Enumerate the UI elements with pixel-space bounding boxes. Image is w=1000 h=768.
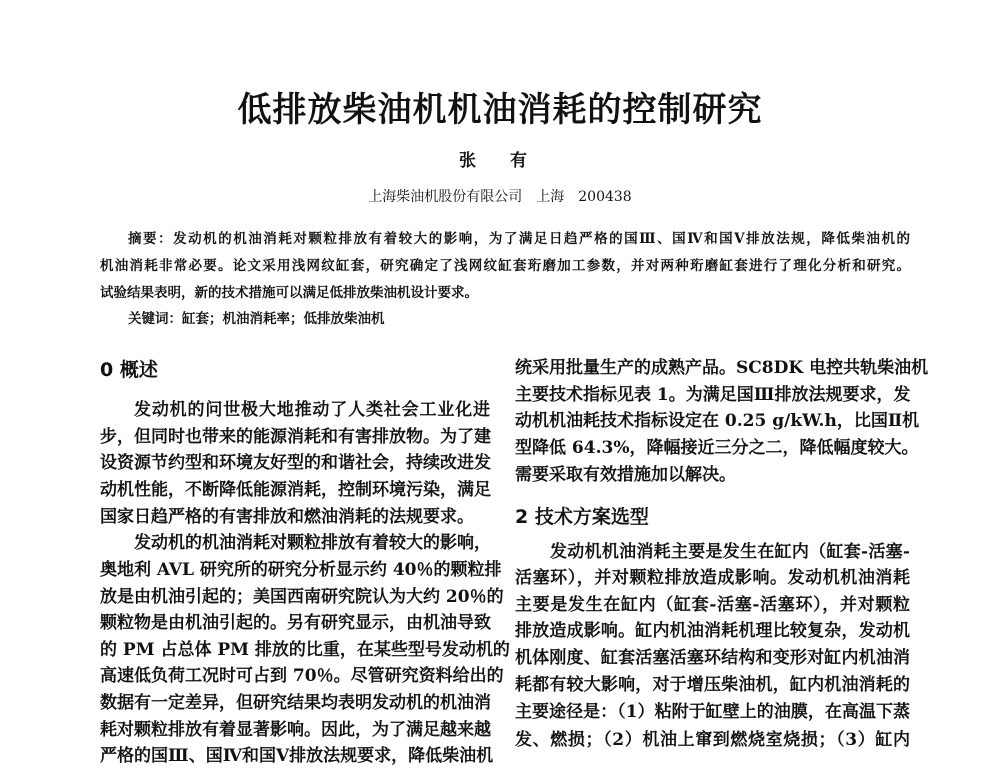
text-line: 主要技术指标见表 1。为满足国Ⅲ排放法规要求，发 — [515, 385, 911, 405]
abstract-line: 摘要：发动机的机油消耗对颗粒排放有着较大的影响，为了满足日趋严格的国Ⅲ、国Ⅳ和国Ⅴ排放法规，降低柴油机的 — [128, 231, 910, 247]
text-line: 型降低 64.3%，降幅接近三分之二，降低幅度较大。 — [515, 438, 919, 458]
text-line: 数据有一定差异，但研究结果均表明发动机的机油消 — [100, 693, 491, 713]
text-line: 机体刚度、缸套活塞活塞环结构和变形对缸内机油消 — [515, 648, 910, 668]
text-line: 活塞环），并对颗粒排放造成影响。发动机机油消耗 — [515, 568, 910, 588]
text-line: 主要是发生在缸内（缸套-活塞-活塞环），并对颗粒 — [515, 595, 910, 615]
abstract-line: 试验结果表明，新的技术措施可以满足低排放柴油机设计要求。 — [100, 285, 478, 301]
text-line: 需要采取有效措施加以解决。 — [515, 465, 736, 485]
text-line: 排放造成影响。缸内机油消耗机理比较复杂，发动机 — [515, 621, 910, 641]
text-line: 奥地利 AVL 研究所的研究分析显示约 40％的颗粒排 — [100, 560, 502, 580]
text-line: 发动机的机油消耗对颗粒排放有着较大的影响， — [134, 533, 491, 553]
author: 张 有 — [459, 151, 541, 171]
keywords: 关键词：缸套；机油消耗率；低排放柴油机 — [128, 311, 385, 327]
text-line: 的 PM 占总体 PM 排放的比重，在某些型号发动机的 — [100, 640, 510, 660]
text-line: 动机机油耗技术指标设定在 0.25 g/kW.h，比国Ⅱ机 — [515, 411, 920, 431]
text-line: 主要途径是：（1）粘附于缸壁上的油膜，在高温下蒸 — [515, 702, 910, 722]
text-line: 发动机的问世极大地推动了人类社会工业化进 — [134, 400, 490, 420]
text-line: 国家日趋严格的有害排放和燃油消耗的法规要求。 — [100, 507, 474, 527]
text-line: 耗对颗粒排放有着显著影响。因此，为了满足越来越 — [100, 720, 491, 740]
abstract-line: 机油消耗非常必要。论文采用浅网纹缸套，研究确定了浅网纹缸套珩磨加工参数，并对两种珩磨缸套进行了理化分析和研究。 — [100, 258, 910, 274]
text-line: 发动机机油消耗主要是发生在缸内（缸套-活塞- — [550, 542, 910, 562]
text-line: 耗都有较大影响，对于增压柴油机，缸内机油消耗的 — [515, 675, 910, 695]
text-line: 设资源节约型和环境友好型的和谐社会，持续改进发 — [100, 453, 491, 473]
text-line: 发、燃损；（2）机油上窜到燃烧室烧损；（3）缸内 — [515, 730, 910, 750]
text-line: 高速低负荷工况时可占到 70％。尽管研究资料给出的 — [100, 666, 504, 686]
affiliation: 上海柴油机股份有限公司 上海 200438 — [368, 189, 632, 205]
text-line: 严格的国Ⅲ、国Ⅳ和国Ⅴ排放法规要求，降低柴油机 — [100, 746, 494, 766]
text-line: 动机性能，不断降低能源消耗，控制环境污染，满足 — [100, 480, 491, 500]
text-line: 步，但同时也带来的能源消耗和有害排放物。为了建 — [100, 427, 491, 447]
text-line: 放是由机油引起的；美国西南研究院认为大约 20％的 — [100, 587, 504, 607]
paper-title: 低排放柴油机机油消耗的控制研究 — [237, 90, 763, 130]
text-line: 颗粒物是由机油引起的。另有研究显示，由机油导致 — [100, 613, 491, 633]
section-heading-technical-scheme: 2 技术方案选型 — [515, 506, 649, 528]
section-heading-overview: 0 概述 — [100, 359, 158, 381]
text-line: 统采用批量生产的成熟产品。SC8DK 电控共轨柴油机 — [515, 358, 929, 378]
